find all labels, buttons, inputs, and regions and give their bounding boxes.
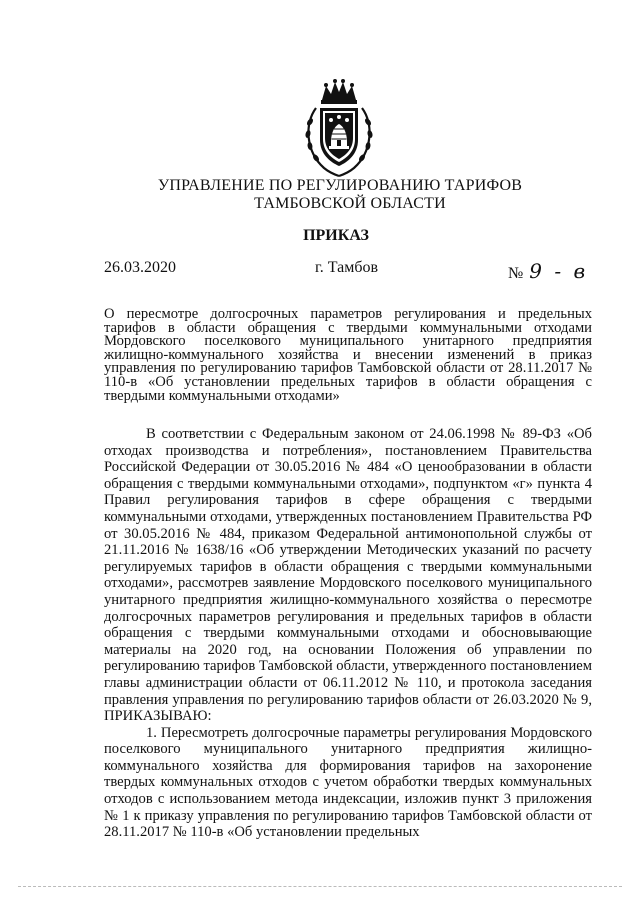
doc-date: 26.03.2020 — [104, 259, 176, 276]
doc-number — [508, 259, 588, 283]
doc-number-handwritten: 9 - в — [529, 259, 589, 283]
scan-edge-divider — [18, 886, 622, 887]
org-name-line1: УПРАВЛЕНИЕ ПО РЕГУЛИРОВАНИЮ ТАРИФОВ — [157, 177, 523, 194]
doc-number-label: № — [508, 265, 524, 282]
doc-city: г. Тамбов — [315, 259, 379, 276]
body-paragraph-1: В соответствии с Федеральным законом от 24.06.1998 № 89-ФЗ «Об отходах производства и потребления», постановлением Правительства Российской Федерации от 30.05.2016 № 484 «О ценообразовании в области обращения с твердыми коммунальными отходами», подпунктом «г» пункта 4 Правил регулирования тарифов в сфере обращения с твердыми коммунальными отходами, утвержденных постановлением Правительства РФ от 30.05.2016 № 484, приказом Федеральной антимонопольной службы от 21.11.2016 № 1638/16 «Об утверждении Методических указаний по расчету регулируемых тарифов в области обращения с твердыми коммунальными отходами», рассмотрев заявление Мордовского поселкового муниципального унитарного предприятия жилищно-коммунального хозяйства о пересмотре долгосрочных параметров регулирования и предельных тарифов в области обращения с твердыми коммунальными отходами и обосновывающие материалы на 2020 год, на основании Положения об управлении по регулированию тарифов Тамбовской области, утвержденного постановлением главы администрации области от 06.11.2012 № 110, и протокола заседания правления управления по регулированию тарифов области от 26.03.2020 № 9, ПРИКАЗЫВАЮ: — [104, 426, 592, 725]
org-name-line2: ТАМБОВСКОЙ ОБЛАСТИ — [254, 195, 446, 212]
doc-body — [104, 426, 592, 841]
tambov-coat-of-arms-icon — [300, 78, 378, 178]
doc-subject: О пересмотре долгосрочных параметров регулирования и предельных тарифов в области обращения с твердыми коммунальными отходами Мордовского поселкового муниципального унитарного предприятия жилищно-коммунального хозяйства и внесении изменений в приказ управления по регулированию тарифов Тамбовской области от 28.11.2017 № 110-в «Об установлении предельных тарифов в области обращения с твердыми коммунальными отходами» — [104, 306, 592, 404]
body-paragraph-2: 1. Пересмотреть долгосрочные параметры регулирования Мордовского поселкового муниципального унитарного предприятия жилищно-коммунального хозяйства для формирования тарифов на захоронение твердых коммунальных отходов с учетом обработки твердых коммунальных отходов с использованием метода индексации, изложив пункт 3 приложения № 1 к приказу управления по регулированию тарифов Тамбовской области от 28.11.2017 № 110-в «Об установлении предельных — [104, 724, 592, 841]
doc-type-title: ПРИКАЗ — [303, 227, 369, 244]
